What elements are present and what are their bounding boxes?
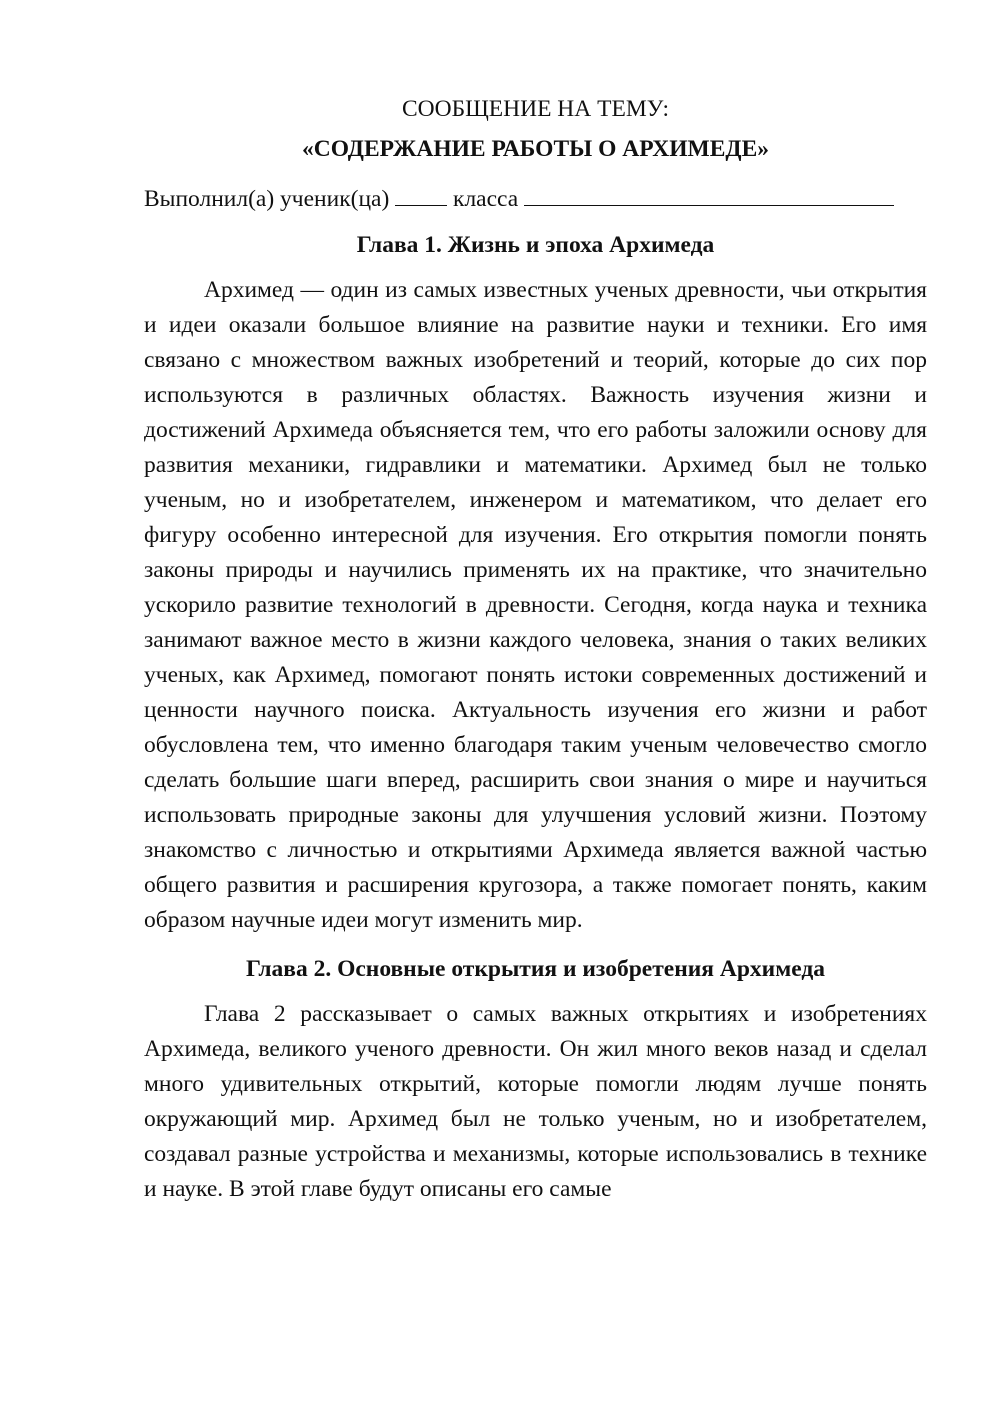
document-title-line1: СООБЩЕНИЕ НА ТЕМУ: <box>401 96 670 122</box>
chapter1-heading: Глава 1. Жизнь и эпоха Архимеда <box>356 232 715 258</box>
performed-by-label: Выполнил(а) ученик(ца) <box>144 186 390 212</box>
author-line <box>144 182 927 217</box>
document-title-line2: «СОДЕРЖАНИЕ РАБОТЫ О АРХИМЕДЕ» <box>301 136 770 162</box>
class-label: класса <box>453 186 519 212</box>
class-number-blank <box>395 185 447 206</box>
student-name-blank <box>524 185 894 206</box>
document-page <box>144 92 927 1207</box>
chapter2-heading: Глава 2. Основные открытия и изобретения Архимеда <box>246 956 825 982</box>
chapter2-paragraph: Глава 2 рассказывает о самых важных открытиях и изобретениях Архимеда, великого ученого древности. Он жил много веков назад и сделал много удивительных открытий, которые помогли людям лучше понять окружающий мир. Архимед был не только ученым, но и изобретателем, создавал разные устройства и механизмы, которые использовались в технике и науке. В этой главе будут описаны его самые <box>144 1001 927 1202</box>
chapter1-paragraph: Архимед — один из самых известных ученых древности, чьи открытия и идеи оказали большое влияние на развитие науки и техники. Его имя связано с множеством важных изобретений и теорий, которые до сих пор используются в различных областях. Важность изучения жизни и достижений Архимеда объясняется тем, что его работы заложили основу для развития механики, гидравлики и математики. Архимед был не только ученым, но и изобретателем, инженером и математиком, что делает его фигуру особенно интересной для изучения. Его открытия помогли понять законы природы и научились применять их на практике, что значительно ускорило развитие технологий в древности. Сегодня, когда наука и техника занимают важное место в жизни каждого человека, знания о таких великих ученых, как Архимед, помогают понять истоки современных достижений и ценности научного поиска. Актуальность изучения его жизни и работ обусловлена тем, что именно благодаря таким ученым человечество смогло сделать большие шаги вперед, расширить свои знания о мире и научиться использовать природные законы для улучшения условий жизни. Поэтому знакомство с личностью и открытиями Архимеда является важной частью общего развития и расширения кругозора, а также помогает понять, каким образом научные идеи могут изменить мир. <box>144 277 927 933</box>
